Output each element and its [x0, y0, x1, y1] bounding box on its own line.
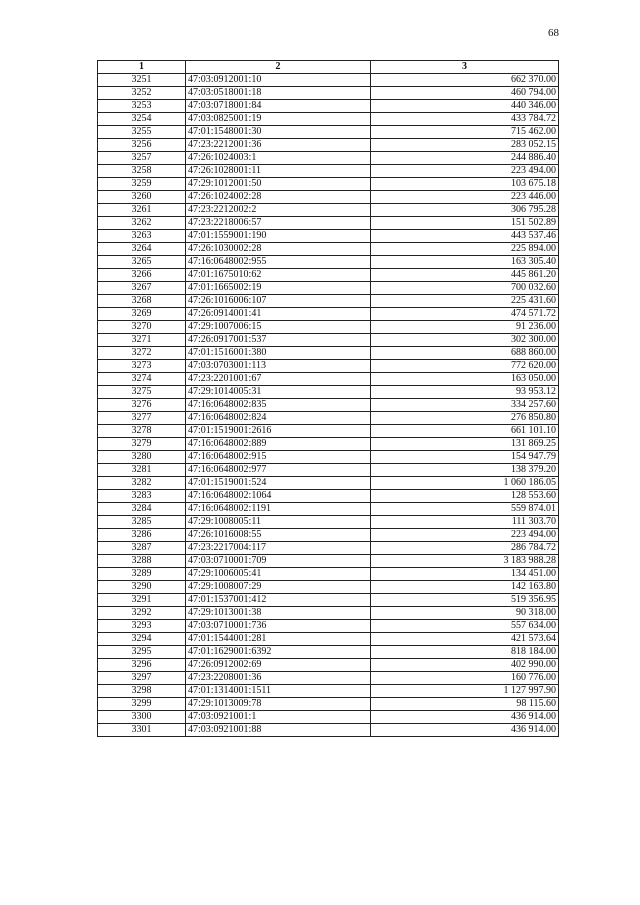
cadastral-number-cell: 47:16:0648002:1064: [186, 490, 371, 503]
table-row: [98, 529, 559, 542]
cadastral-number-cell: 47:16:0648002:835: [186, 399, 371, 412]
cadastral-number-cell: 47:26:1028001:11: [186, 165, 371, 178]
cadastral-number-cell: 47:23:2217004:117: [186, 542, 371, 555]
cadastral-number-cell: 47:29:1007006:15: [186, 321, 371, 334]
table-row: [98, 87, 559, 100]
cadastral-number-cell: 47:01:1537001:412: [186, 594, 371, 607]
value-cell: 91 236.00: [371, 321, 559, 334]
row-number-cell: 3295: [98, 646, 186, 659]
value-cell: 163 050.00: [371, 373, 559, 386]
cadastral-number-cell: 47:26:0912002:69: [186, 659, 371, 672]
value-cell: 688 860.00: [371, 347, 559, 360]
row-number-cell: 3259: [98, 178, 186, 191]
row-number-cell: 3253: [98, 100, 186, 113]
table-row: [98, 451, 559, 464]
cadastral-number-cell: 47:23:2212002:2: [186, 204, 371, 217]
value-cell: 436 914.00: [371, 724, 559, 737]
value-cell: 1 127 997.90: [371, 685, 559, 698]
value-cell: 662 370.00: [371, 74, 559, 87]
table-row: [98, 399, 559, 412]
row-number-cell: 3288: [98, 555, 186, 568]
table-row: [98, 165, 559, 178]
table-row: [98, 581, 559, 594]
value-cell: 131 869.25: [371, 438, 559, 451]
row-number-cell: 3300: [98, 711, 186, 724]
row-number-cell: 3254: [98, 113, 186, 126]
row-number-cell: 3278: [98, 425, 186, 438]
table-row: [98, 386, 559, 399]
table-row: [98, 542, 559, 555]
table-row: [98, 516, 559, 529]
cadastral-number-cell: 47:29:1013001:38: [186, 607, 371, 620]
table-row: [98, 490, 559, 503]
row-number-cell: 3292: [98, 607, 186, 620]
row-number-cell: 3263: [98, 230, 186, 243]
cadastral-number-cell: 47:01:1544001:281: [186, 633, 371, 646]
row-number-cell: 3271: [98, 334, 186, 347]
value-cell: 142 163.80: [371, 581, 559, 594]
cadastral-number-cell: 47:01:1548001:30: [186, 126, 371, 139]
table-row: [98, 373, 559, 386]
value-cell: 223 494.00: [371, 529, 559, 542]
value-cell: 474 571.72: [371, 308, 559, 321]
table-header-row: [98, 61, 559, 74]
value-cell: 440 346.00: [371, 100, 559, 113]
row-number-cell: 3257: [98, 152, 186, 165]
table-row: [98, 555, 559, 568]
row-number-cell: 3269: [98, 308, 186, 321]
row-number-cell: 3289: [98, 568, 186, 581]
table-row: [98, 412, 559, 425]
cadastral-number-cell: 47:26:1016006:107: [186, 295, 371, 308]
cadastral-number-cell: 47:03:0718001:84: [186, 100, 371, 113]
value-cell: 134 451.00: [371, 568, 559, 581]
row-number-cell: 3262: [98, 217, 186, 230]
table-row: [98, 503, 559, 516]
value-cell: 772 620.00: [371, 360, 559, 373]
cadastral-number-cell: 47:16:0648002:1191: [186, 503, 371, 516]
value-cell: 445 861.20: [371, 269, 559, 282]
table-row: [98, 334, 559, 347]
row-number-cell: 3277: [98, 412, 186, 425]
table-row: [98, 607, 559, 620]
value-cell: 90 318.00: [371, 607, 559, 620]
cadastral-number-cell: 47:29:1008007:29: [186, 581, 371, 594]
value-cell: 818 184.00: [371, 646, 559, 659]
table-row: [98, 633, 559, 646]
row-number-cell: 3256: [98, 139, 186, 152]
cadastral-number-cell: 47:16:0648002:977: [186, 464, 371, 477]
row-number-cell: 3264: [98, 243, 186, 256]
row-number-cell: 3252: [98, 87, 186, 100]
table-row: [98, 178, 559, 191]
value-cell: 3 183 988.28: [371, 555, 559, 568]
value-cell: 283 052.15: [371, 139, 559, 152]
row-number-cell: 3258: [98, 165, 186, 178]
row-number-cell: 3291: [98, 594, 186, 607]
value-cell: 111 303.70: [371, 516, 559, 529]
value-cell: 443 537.46: [371, 230, 559, 243]
table-row: [98, 243, 559, 256]
value-cell: 276 850.80: [371, 412, 559, 425]
value-cell: 334 257.60: [371, 399, 559, 412]
cadastral-number-cell: 47:03:0710001:736: [186, 620, 371, 633]
value-cell: 559 874.01: [371, 503, 559, 516]
table-row: [98, 685, 559, 698]
table-row: [98, 360, 559, 373]
value-cell: 460 794.00: [371, 87, 559, 100]
cadastral-number-cell: 47:16:0648002:889: [186, 438, 371, 451]
value-cell: 519 356.95: [371, 594, 559, 607]
table-row: [98, 672, 559, 685]
cadastral-number-cell: 47:26:1030002:28: [186, 243, 371, 256]
value-cell: 98 115.60: [371, 698, 559, 711]
cadastral-number-cell: 47:29:1008005:11: [186, 516, 371, 529]
table-row: [98, 438, 559, 451]
cadastral-number-cell: 47:03:0703001:113: [186, 360, 371, 373]
cadastral-number-cell: 47:01:1519001:2616: [186, 425, 371, 438]
row-number-cell: 3255: [98, 126, 186, 139]
table-row: [98, 269, 559, 282]
value-cell: 433 784.72: [371, 113, 559, 126]
cadastral-number-cell: 47:01:1314001:1511: [186, 685, 371, 698]
cadastral-number-cell: 47:26:1016008:55: [186, 529, 371, 542]
table-row: [98, 74, 559, 87]
row-number-cell: 3281: [98, 464, 186, 477]
row-number-cell: 3280: [98, 451, 186, 464]
table-row: [98, 100, 559, 113]
value-cell: 421 573.64: [371, 633, 559, 646]
row-number-cell: 3285: [98, 516, 186, 529]
row-number-cell: 3265: [98, 256, 186, 269]
cadastral-number-cell: 47:26:0917001:537: [186, 334, 371, 347]
table-row: [98, 425, 559, 438]
row-number-cell: 3268: [98, 295, 186, 308]
row-number-cell: 3251: [98, 74, 186, 87]
table-row: [98, 711, 559, 724]
row-number-cell: 3284: [98, 503, 186, 516]
cadastral-number-cell: 47:26:0914001:41: [186, 308, 371, 321]
page-number: 68: [548, 27, 559, 39]
cadastral-number-cell: 47:01:1519001:524: [186, 477, 371, 490]
row-number-cell: 3296: [98, 659, 186, 672]
row-number-cell: 3301: [98, 724, 186, 737]
value-cell: 306 795.28: [371, 204, 559, 217]
row-number-cell: 3260: [98, 191, 186, 204]
table-row: [98, 724, 559, 737]
value-cell: 223 494.00: [371, 165, 559, 178]
table-body: [98, 74, 559, 737]
cadastral-number-cell: 47:29:1014005:31: [186, 386, 371, 399]
column-header-2: 2: [186, 61, 371, 74]
row-number-cell: 3275: [98, 386, 186, 399]
value-cell: 225 431.60: [371, 295, 559, 308]
table-row: [98, 464, 559, 477]
table-row: [98, 620, 559, 633]
row-number-cell: 3279: [98, 438, 186, 451]
row-number-cell: 3261: [98, 204, 186, 217]
table-row: [98, 477, 559, 490]
value-cell: 700 032.60: [371, 282, 559, 295]
row-number-cell: 3272: [98, 347, 186, 360]
row-number-cell: 3290: [98, 581, 186, 594]
table-row: [98, 659, 559, 672]
row-number-cell: 3298: [98, 685, 186, 698]
row-number-cell: 3267: [98, 282, 186, 295]
column-header-3: 3: [371, 61, 559, 74]
value-cell: 160 776.00: [371, 672, 559, 685]
table-row: [98, 256, 559, 269]
table-row: [98, 295, 559, 308]
cadastral-number-cell: 47:01:1665002:19: [186, 282, 371, 295]
cadastral-number-cell: 47:01:1559001:190: [186, 230, 371, 243]
table-row: [98, 282, 559, 295]
table-row: [98, 191, 559, 204]
cadastral-number-cell: 47:03:0710001:709: [186, 555, 371, 568]
cadastral-number-cell: 47:16:0648002:915: [186, 451, 371, 464]
cadastral-number-cell: 47:01:1675010:62: [186, 269, 371, 282]
cadastral-number-cell: 47:03:0921001:88: [186, 724, 371, 737]
cadastral-number-cell: 47:16:0648002:955: [186, 256, 371, 269]
row-number-cell: 3299: [98, 698, 186, 711]
table-row: [98, 568, 559, 581]
value-cell: 715 462.00: [371, 126, 559, 139]
value-cell: 225 894.00: [371, 243, 559, 256]
row-number-cell: 3293: [98, 620, 186, 633]
cadastral-number-cell: 47:03:0921001:1: [186, 711, 371, 724]
value-cell: 244 886.40: [371, 152, 559, 165]
value-cell: 151 502.89: [371, 217, 559, 230]
value-cell: 286 784.72: [371, 542, 559, 555]
cadastral-number-cell: 47:23:2201001:67: [186, 373, 371, 386]
cadastral-number-cell: 47:29:1013009:78: [186, 698, 371, 711]
column-header-1: 1: [98, 61, 186, 74]
table-row: [98, 230, 559, 243]
table-row: [98, 347, 559, 360]
table-row: [98, 152, 559, 165]
value-cell: 154 947.79: [371, 451, 559, 464]
cadastral-number-cell: 47:23:2212001:36: [186, 139, 371, 152]
row-number-cell: 3287: [98, 542, 186, 555]
table-row: [98, 126, 559, 139]
cadastral-number-cell: 47:23:2208001:36: [186, 672, 371, 685]
table-row: [98, 204, 559, 217]
cadastral-number-cell: 47:03:0912001:10: [186, 74, 371, 87]
table-row: [98, 646, 559, 659]
row-number-cell: 3270: [98, 321, 186, 334]
table-row: [98, 321, 559, 334]
value-cell: 128 553.60: [371, 490, 559, 503]
cadastral-number-cell: 47:01:1516001:380: [186, 347, 371, 360]
row-number-cell: 3297: [98, 672, 186, 685]
value-cell: 557 634.00: [371, 620, 559, 633]
table-row: [98, 113, 559, 126]
value-cell: 138 379.20: [371, 464, 559, 477]
cadastral-number-cell: 47:26:1024002:28: [186, 191, 371, 204]
value-cell: 402 990.00: [371, 659, 559, 672]
cadastral-value-table: [97, 60, 559, 737]
cadastral-number-cell: 47:26:1024003:1: [186, 152, 371, 165]
value-cell: 93 953.12: [371, 386, 559, 399]
row-number-cell: 3276: [98, 399, 186, 412]
row-number-cell: 3283: [98, 490, 186, 503]
row-number-cell: 3273: [98, 360, 186, 373]
table-row: [98, 217, 559, 230]
table-row: [98, 594, 559, 607]
cadastral-number-cell: 47:29:1012001:50: [186, 178, 371, 191]
cadastral-number-cell: 47:29:1006005:41: [186, 568, 371, 581]
row-number-cell: 3266: [98, 269, 186, 282]
value-cell: 163 305.40: [371, 256, 559, 269]
row-number-cell: 3294: [98, 633, 186, 646]
cadastral-number-cell: 47:16:0648002:824: [186, 412, 371, 425]
value-cell: 223 446.00: [371, 191, 559, 204]
value-cell: 302 300.00: [371, 334, 559, 347]
value-cell: 661 101.10: [371, 425, 559, 438]
value-cell: 103 675.18: [371, 178, 559, 191]
table-row: [98, 308, 559, 321]
value-cell: 436 914.00: [371, 711, 559, 724]
table-row: [98, 698, 559, 711]
value-cell: 1 060 186.05: [371, 477, 559, 490]
row-number-cell: 3282: [98, 477, 186, 490]
cadastral-number-cell: 47:03:0825001:19: [186, 113, 371, 126]
cadastral-number-cell: 47:01:1629001:6392: [186, 646, 371, 659]
cadastral-number-cell: 47:23:2218006:57: [186, 217, 371, 230]
row-number-cell: 3286: [98, 529, 186, 542]
row-number-cell: 3274: [98, 373, 186, 386]
table-row: [98, 139, 559, 152]
cadastral-number-cell: 47:03:0518001:18: [186, 87, 371, 100]
